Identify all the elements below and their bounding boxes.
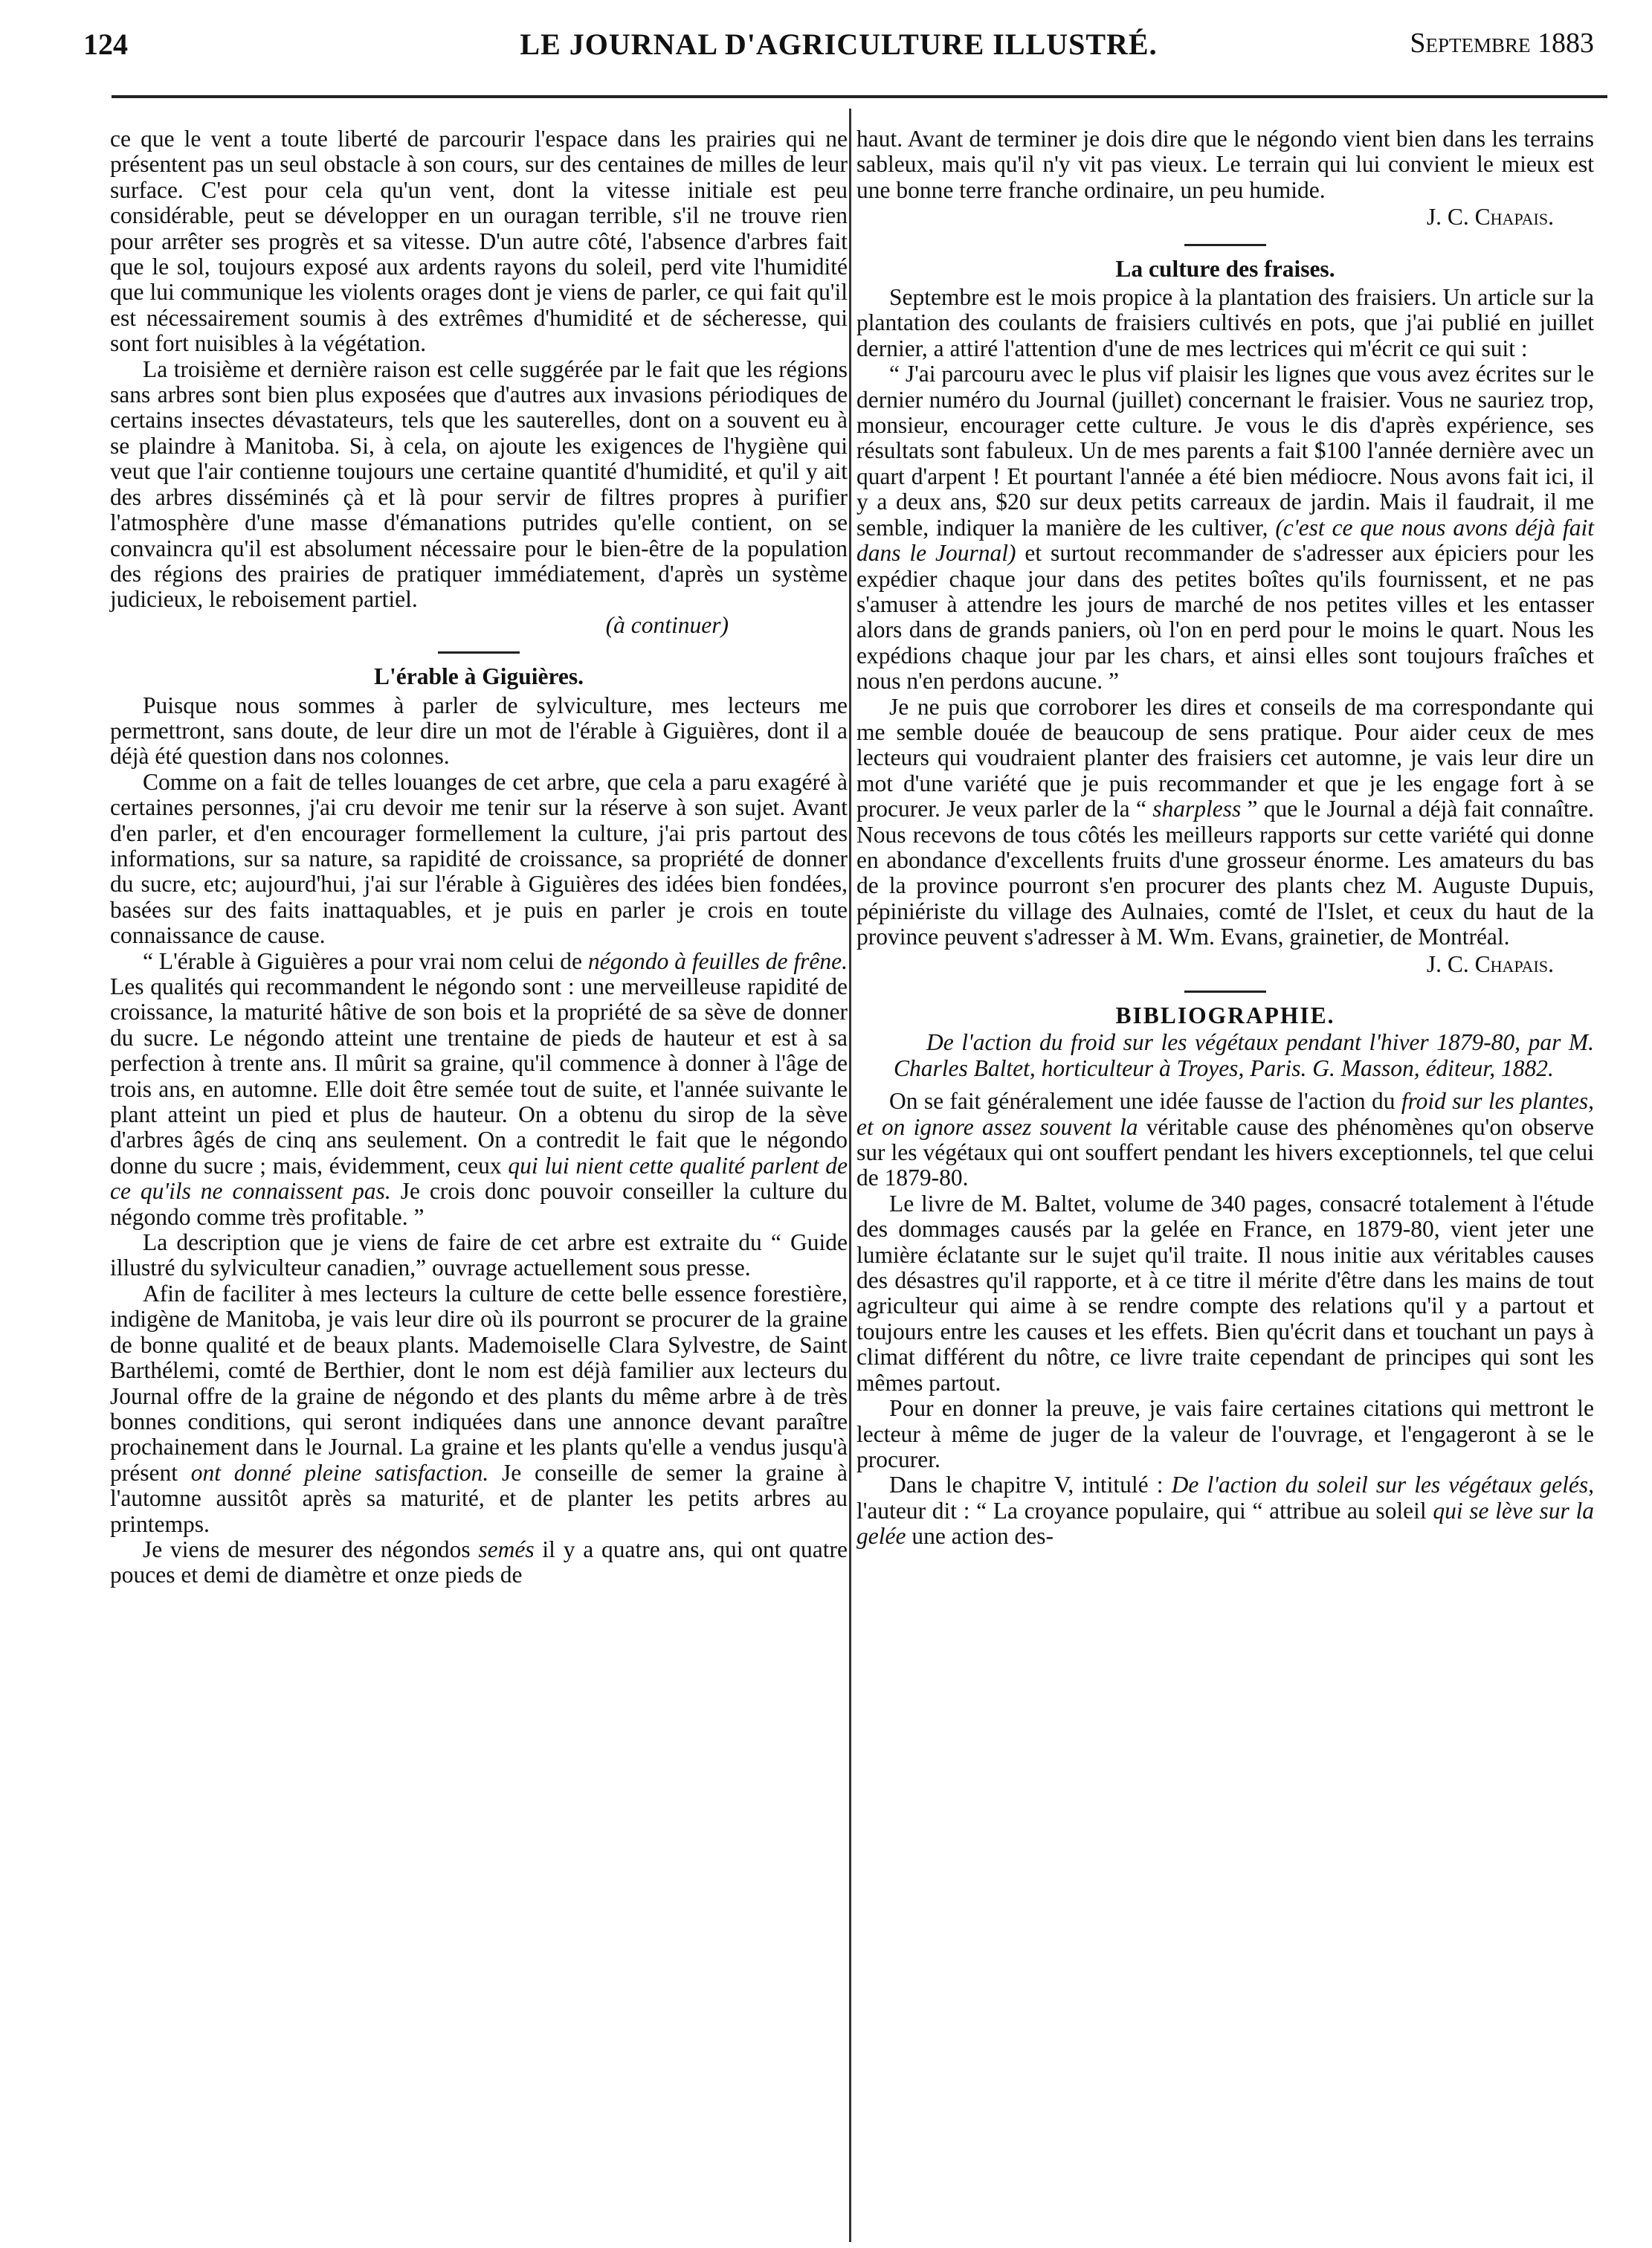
section-divider xyxy=(1184,991,1266,993)
text-run: ” que le Journal a déjà fait connaître. Nous recevons de tous côtés les meilleurs rapports sur cette variété qui donne en abondance d'excellents fruits d'une grosseur énorme. Les amateurs du bas de la province pourront s'en procurer des plants chez M. Auguste Dupuis, pépiniériste du village des Aulnaies, comté de l'Islet, et ceux du haut de la province peuvent s'adresser à M. Wm. Evans, grainetier, de Montréal. xyxy=(856,796,1594,950)
text-run: véritable cause des phénomènes qu'on observe sur les végétaux qui ont souffert pendant les hivers exceptionnels, tel que celui de 1879-80. xyxy=(856,1113,1594,1191)
italic-text: sharpless xyxy=(1152,796,1242,822)
signature: J. C. Chapais. xyxy=(1426,950,1554,977)
text-run: Je ne puis que corroborer les dires et conseils de ma correspondante qui me semble douée de beaucoup de sens pratique. Pour aider ceux de mes lecteurs qui voudraient planter des fraisiers cet automne, je vais leur dire un mot d'une variété que je puis recommander et que je les engage fort à se procurer. Je veux parler de la “ xyxy=(856,693,1594,822)
paragraph: Le livre de M. Baltet, volume de 340 pages, consacré totalement à l'étude des dommages causés par la gelée en France, en 1879-80, vient jeter une lumière éclatante sur le sujet qu'il traite. Il nous initie aux véritables causes des désastres qu'il rapporte, et à ce titre il mérite d'être dans les mains de tout agriculteur qui aime à se rendre compte des relations qu'il y a partout et toujours entre les causes et les effets. Bien qu'écrit dans et touchant un pays à climat différent du nôtre, ce livre traite cependant de principes qui sont les mêmes partout. xyxy=(856,1190,1594,1396)
text-run: On se fait généralement une idée fausse de l'action du xyxy=(889,1088,1401,1115)
left-column xyxy=(110,126,848,1588)
section-divider xyxy=(438,651,520,654)
text-run: l'auteur dit : “ La croyance populaire, qui “ attribue au soleil xyxy=(856,1497,1433,1524)
text-run: Je crois donc pouvoir conseiller la culture du négondo comme très profitable. ” xyxy=(110,1178,848,1230)
paragraph xyxy=(856,1472,1594,1549)
italic-text: (c'est ce que nous avons déjà fait dans le Journal) xyxy=(856,514,1594,567)
text-run: Afin de faciliter à mes lecteurs la culture de cette belle essence forestière, indigène de Manitoba, je vais leur dire où ils pourront se procurer de la graine de bonne qualité et de beaux plants. Mademoiselle Clara Sylvestre, de Saint Barthélemi, comté de Berthier, dont le nom est déjà familier aux lecteurs du Journal offre de la graine de négondo et des plants du même arbre à de très bonnes conditions, qui seront indiquées dans une annonce devant paraître prochainement dans le Journal. La graine et les plants qu'elle a vendus jusqu'à présent xyxy=(110,1280,848,1486)
text-run: il y a quatre ans, qui ont quatre pouces et demi de diamètre et onze pieds de xyxy=(110,1536,848,1588)
text-run: “ J'ai parcouru avec le plus vif plaisir les lignes que vous avez écrites sur le dernier numéro du Journal (juillet) concernant le fraisier. Vous ne sauriez trop, monsieur, encourager cette culture. Je vous le dis d'après expérience, ses résultats sont fabuleux. Un de mes parents a fait $100 l'année dernière avec un quart d'arpent ! Et pourtant l'année a été bien médiocre. Nous avons fait ici, il y a deux ans, $20 sur deux petits carreaux de jardin. Mais il faudrait, il me semble, indiquer la manière de les cultiver, xyxy=(856,361,1594,541)
italic-text: ont donné pleine satisfaction. xyxy=(190,1459,489,1486)
journal-title: LE JOURNAL D'AGRICULTURE ILLUSTRÉ. xyxy=(520,28,1158,61)
text-run: une action des- xyxy=(906,1523,1054,1550)
paragraph: La description que je viens de faire de cet arbre est extraite du “ Guide illustré du sylviculteur canadien,” ouvrage actuellement sous presse. xyxy=(110,1229,848,1281)
paragraph: ce que le vent a toute liberté de parcourir l'espace dans les prairies qui ne présentent pas un seul obstacle à son cours, sur des centaines de milles de leur surface. C'est pour cela qu'un vent, dont la vitesse initiale est peu considérable, peut se développer en un ouragan terrible, s'il ne trouve rien pour arrêter ses progrès et sa vitesse. D'un autre côté, l'absence d'arbres fait que le sol, toujours exposé aux ardents rayons du soleil, perd vite l'humidité que lui communique les violents orages dont je viens de parler, ce qui fait qu'il est nécessairement soumis à des extrêmes d'humidité et de sécheresse, qui sont fort nuisibles à la végétation. xyxy=(110,126,848,357)
text-run: “ L'érable à Giguières a pour vrai nom celui de xyxy=(143,947,588,974)
paragraph: La troisième et dernière raison est celle suggérée par le fait que les régions sans arbres sont bien plus exposées que d'autres aux invasions périodiques de certains insectes dévastateurs, tels que les sauterelles, dont on a souvent eu à se plaindre à Manitoba. Si, à cela, on ajoute les exigences de l'hygiène qui veut que l'air contienne toujours une certaine quantité d'humidité, et qu'il y ait des arbres disséminés çà et là pour servir de filtres propres à purifier l'atmosphère d'une masse d'émanations putrides qu'elle contient, on se convaincra qu'il est absolument nécessaire pour le bien-être de la population des régions des prairies de pratiquer immédiatement, d'après un système judicieux, le reboisement partiel. xyxy=(110,355,848,613)
book-citation: De l'action du froid sur les végétaux pendant l'hiver 1879-80, par M. Charles Baltet, horticulteur à Troyes, Paris. G. Masson, éditeur, 1882. xyxy=(894,1029,1594,1081)
issue-date: Septembre 1883 xyxy=(1410,28,1594,59)
paragraph: Pour en donner la preuve, je vais faire certaines citations qui mettront le lecteur à même de juger de la valeur de l'ouvrage, et l'engageront à se le procurer. xyxy=(856,1395,1594,1472)
section-title: BIBLIOGRAPHIE. xyxy=(1115,1002,1335,1028)
paragraph xyxy=(856,1089,1594,1191)
text-run: Je conseille de semer la graine à l'automne aussitôt après sa maturité, et de planter les petits arbres au printemps. xyxy=(110,1459,848,1537)
italic-text: qui se lève sur la gelée xyxy=(856,1497,1594,1550)
right-column xyxy=(856,126,1594,1550)
text-run: Dans le chapitre V, intitulé : xyxy=(889,1472,1172,1498)
section-title: L'érable à Giguières. xyxy=(373,663,584,690)
section-title: La culture des fraises. xyxy=(1115,255,1335,282)
paragraph: Comme on a fait de telles louanges de cet arbre, que cela a paru exagéré à certaines personnes, j'ai cru devoir me tenir sur la réserve à son sujet. Avant d'en parler, et d'en encourager formellement la culture, j'ai pris partout des informations, sur sa nature, sa rapidité de croissance, sa propriété de donner du sucre, etc; aujourd'hui, j'ai sur l'érable à Giguières des idées bien fondées, basées sur des faits inattaquables, et je puis en parler je crois en toute connaissance de cause. xyxy=(110,768,848,949)
paragraph xyxy=(856,361,1594,694)
italic-text: négondo à feuilles de frêne. xyxy=(587,947,848,974)
text-run: et surtout recommander de s'adresser aux épiciers pour les expédier chaque jour dans des petites boîtes qu'ils fournissent, et ne pas s'amuser à attendre les jours de marché de nos petites villes et les entasser alors dans de grands paniers, où l'on en perd pour le moins le quart. Nous les expédions chaque jour par les chars, et ainsi elles sont toujours fraîches et nous n'en perdons aucune. ” xyxy=(856,540,1594,695)
page-header xyxy=(83,27,1594,71)
section-divider xyxy=(1184,244,1266,246)
italic-text: semés xyxy=(478,1536,535,1562)
paragraph xyxy=(110,1537,848,1588)
header-rule xyxy=(112,95,1607,98)
column-divider xyxy=(849,109,851,2242)
italic-text: De l'action du soleil sur les végétaux gelés, xyxy=(1171,1472,1594,1498)
text-run: Je viens de mesurer des négondos xyxy=(143,1536,479,1562)
paragraph: Puisque nous sommes à parler de sylviculture, mes lecteurs me permettront, sans doute, de leur dire un mot de l'érable à Giguières, dont il a déjà été question dans nos colonnes. xyxy=(110,692,848,770)
paragraph xyxy=(110,949,848,1230)
italic-text: qui lui nient cette qualité parlent de ce qu'ils ne connaissent pas. xyxy=(110,1152,848,1205)
italic-text: froid sur les plantes, et on ignore assez souvent la xyxy=(856,1088,1594,1140)
page-number: 124 xyxy=(83,28,128,61)
signature: J. C. Chapais. xyxy=(1426,204,1554,231)
continued-note: (à continuer) xyxy=(605,611,729,638)
paragraph xyxy=(856,695,1594,950)
paragraph: Septembre est le mois propice à la plantation des fraisiers. Un article sur la plantation des coulants de fraisiers cultivés en pots, que j'ai publié en juillet dernier, a attiré l'attention d'une de mes lectrices qui m'écrit ce qui suit : xyxy=(856,284,1594,361)
text-run: Les qualités qui recommandent le négondo sont : une merveilleuse rapidité de croissance, la maturité hâtive de son bois et la propriété de sa sève de donner du sucre. Le négondo atteint une trentaine de pieds de hauteur et est à sa perfection à trente ans. Il mûrit sa graine, qu'il commence à donner à l'âge de trois ans, en automne. Elle doit être semée tout de suite, et l'année suivante le plant atteint un pied et plus de hauteur. On a obtenu du sirop de la sève d'arbres âgés de cinq ans seulement. On a contredit le fait que le négondo donne du sucre ; mais, évidemment, ceux xyxy=(110,973,848,1179)
paragraph: haut. Avant de terminer je dois dire que le négondo vient bien dans les terrains sableux, mais qu'il n'y vit pas vieux. Le terrain qui lui convient le mieux est une bonne terre franche ordinaire, un peu humide. xyxy=(856,126,1594,203)
paragraph xyxy=(110,1281,848,1537)
